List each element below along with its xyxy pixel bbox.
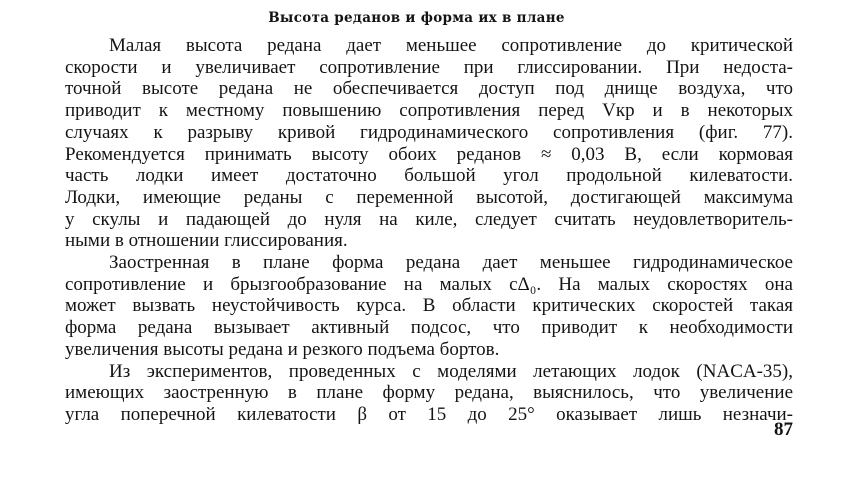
text-line: ными в отношении глиссирования. — [65, 230, 348, 252]
text-line: имеющих заостренную в плане форму редана, выяснилось, что увеличение — [65, 382, 793, 404]
text-line: сопротивление и брызгообразование на малых cΔ₀. На малых скоростях она — [65, 273, 793, 295]
text-line: может вызвать неустойчивость курса. В области критических скоростей такая — [65, 295, 793, 317]
text-line: случаях к разрыву кривой гидродинамического сопротивления (фиг. 77). — [65, 121, 793, 143]
text-line: скорости и увеличивает сопротивление при глиссировании. При недоста- — [65, 56, 793, 78]
text-line: увеличения высоты редана и резкого подъема бортов. — [65, 338, 500, 360]
text-line: Малая высота редана дает меньшее сопротивление до критической — [109, 35, 793, 56]
body-text — [65, 35, 793, 426]
text-line: точной высоте редана не обеспечивается доступ под днище воздуха, что — [65, 78, 793, 100]
text-line: часть лодки имеет достаточно большой угол продольной килеватости. — [65, 165, 793, 187]
text-line: форма редана вызывает активный подсос, что приводит к необходимости — [65, 317, 793, 339]
section-heading: Высота реданов и форма их в плане — [268, 10, 565, 26]
text-line: Заостренная в плане форма редана дает меньшее гидродинамическое — [109, 252, 793, 274]
text-line: Из экспериментов, проведенных с моделями летающих лодок (NACA-35), — [109, 360, 793, 382]
text-line: Рекомендуется принимать высоту обоих реданов ≈ 0,03 B, если кормовая — [65, 143, 793, 165]
page-number: 87 — [774, 419, 793, 440]
text-line: угла поперечной килеватости β от 15 до 25° оказывает лишь незначи- — [65, 403, 793, 425]
text-line: приводит к местному повышению сопротивления перед Vкр и в некоторых — [65, 100, 793, 122]
text-line: у скулы и падающей до нуля на киле, следует считать неудовлетворитель- — [65, 208, 793, 230]
text-line: Лодки, имеющие реданы с переменной высотой, достигающей максимума — [65, 186, 793, 208]
